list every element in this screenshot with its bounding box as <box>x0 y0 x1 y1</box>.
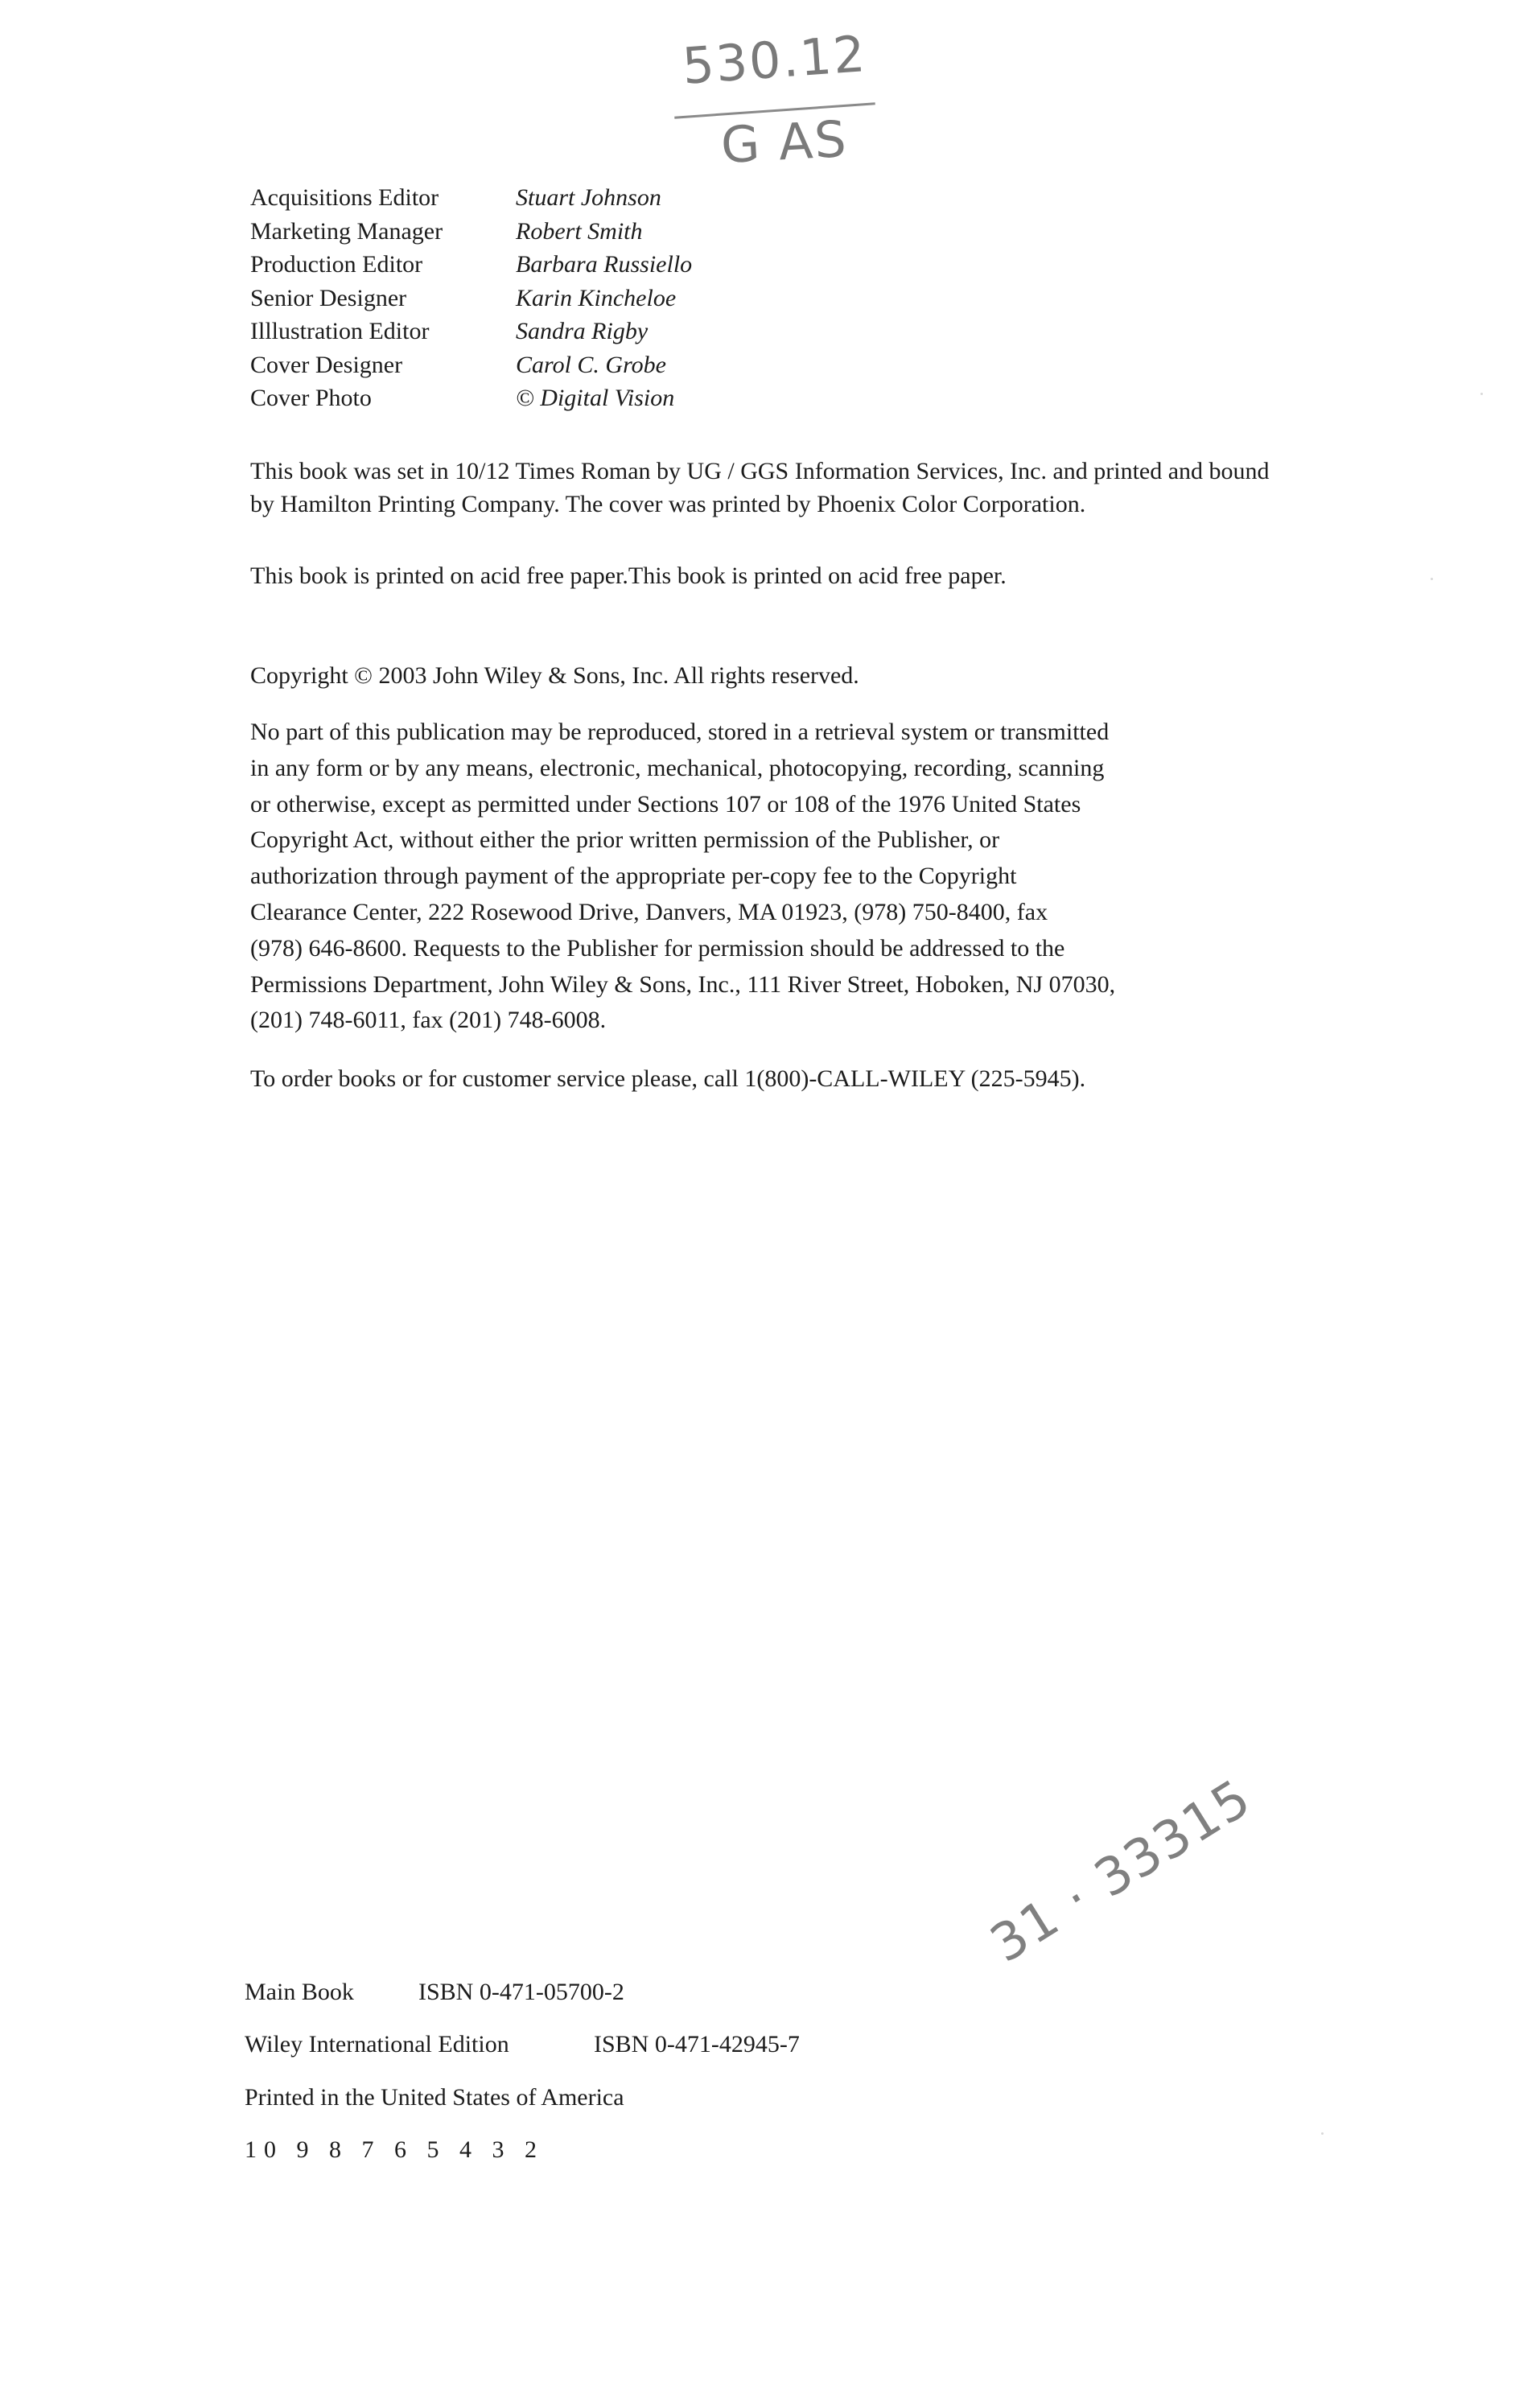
credit-row <box>250 181 692 215</box>
rights-line: No part of this publication may be reproduced, stored in a retrieval system or transmitted <box>250 719 1110 745</box>
printed-in: Printed in the United States of America <box>245 2084 624 2111</box>
credit-name: Sandra Rigby <box>516 318 649 344</box>
credit-row <box>250 282 692 315</box>
credit-row <box>250 215 692 249</box>
credit-row <box>250 381 692 415</box>
credit-role: Cover Designer <box>250 351 403 378</box>
rights-line: in any form or by any means, electronic, mechanical, photocopying, recording, scanning <box>250 754 1105 781</box>
paper-speck <box>1480 393 1483 395</box>
typesetting-note <box>250 455 1270 521</box>
handwritten-call-number: 530.12 <box>680 24 869 96</box>
credit-name: Stuart Johnson <box>516 184 661 211</box>
isbn-main-value: ISBN 0-471-05700-2 <box>418 1979 624 2005</box>
credit-role: Acquisitions Editor <box>250 184 439 211</box>
credit-name: Karin Kincheloe <box>516 284 677 311</box>
credit-name: © Digital Vision <box>516 385 675 411</box>
credit-name: Barbara Russiello <box>516 251 693 278</box>
printer-line: 10 9 8 7 6 5 4 3 2 <box>245 2136 544 2163</box>
isbn-intl-row <box>245 2031 800 2058</box>
order-note: To order books or for customer service please, call 1(800)-CALL-WILEY (225-5945). <box>250 1065 1086 1092</box>
credit-role: Production Editor <box>250 251 423 278</box>
paper-speck <box>1321 2132 1324 2135</box>
paper-note: This book is printed on acid free paper.This book is printed on acid free paper. <box>250 562 1007 589</box>
isbn-intl-value: ISBN 0-471-42945-7 <box>594 2031 800 2058</box>
isbn-main-row <box>245 1979 624 2006</box>
typesetting-line: This book was set in 10/12 Times Roman by UG / GGS Information Services, Inc. and printed and bound <box>250 458 1270 484</box>
credit-row <box>250 248 692 282</box>
credit-role: Illlustration Editor <box>250 318 430 344</box>
credit-row <box>250 315 692 348</box>
rights-line: (201) 748-6011, fax (201) 748-6008. <box>250 1007 607 1034</box>
rights-line: or otherwise, except as permitted under Sections 107 or 108 of the 1976 United States <box>250 790 1081 818</box>
rights-statement <box>250 715 1115 1039</box>
credit-name: Carol C. Grobe <box>516 351 666 378</box>
rights-line: Permissions Department, John Wiley & Sons, Inc., 111 River Street, Hoboken, NJ 07030, <box>250 970 1116 998</box>
typesetting-line: by Hamilton Printing Company. The cover was printed by Phoenix Color Corporation. <box>250 491 1086 517</box>
credit-role: Senior Designer <box>250 284 407 311</box>
credit-role: Cover Photo <box>250 385 372 411</box>
rights-line: authorization through payment of the appropriate per-copy fee to the Copyright <box>250 863 1017 890</box>
handwritten-call-letters: G AS <box>719 109 850 175</box>
credit-name: Robert Smith <box>516 217 643 245</box>
isbn-main-label: Main Book <box>245 1979 354 2005</box>
rights-line: Clearance Center, 222 Rosewood Drive, Danvers, MA 01923, (978) 750-8400, fax <box>250 898 1048 925</box>
credit-role: Marketing Manager <box>250 217 443 245</box>
handwritten-accession-number: 31 · 33315 <box>980 1768 1262 1975</box>
rights-line: Copyright Act, without either the prior written permission of the Publisher, or <box>250 826 1000 854</box>
rights-line: (978) 646-8600. Requests to the Publisher for permission should be addressed to the <box>250 934 1065 962</box>
copyright-notice: Copyright © 2003 John Wiley & Sons, Inc. All rights reserved. <box>250 662 859 689</box>
paper-speck <box>1431 578 1433 580</box>
credit-row <box>250 348 692 382</box>
production-credits <box>250 181 692 415</box>
isbn-intl-label: Wiley International Edition <box>245 2031 509 2058</box>
